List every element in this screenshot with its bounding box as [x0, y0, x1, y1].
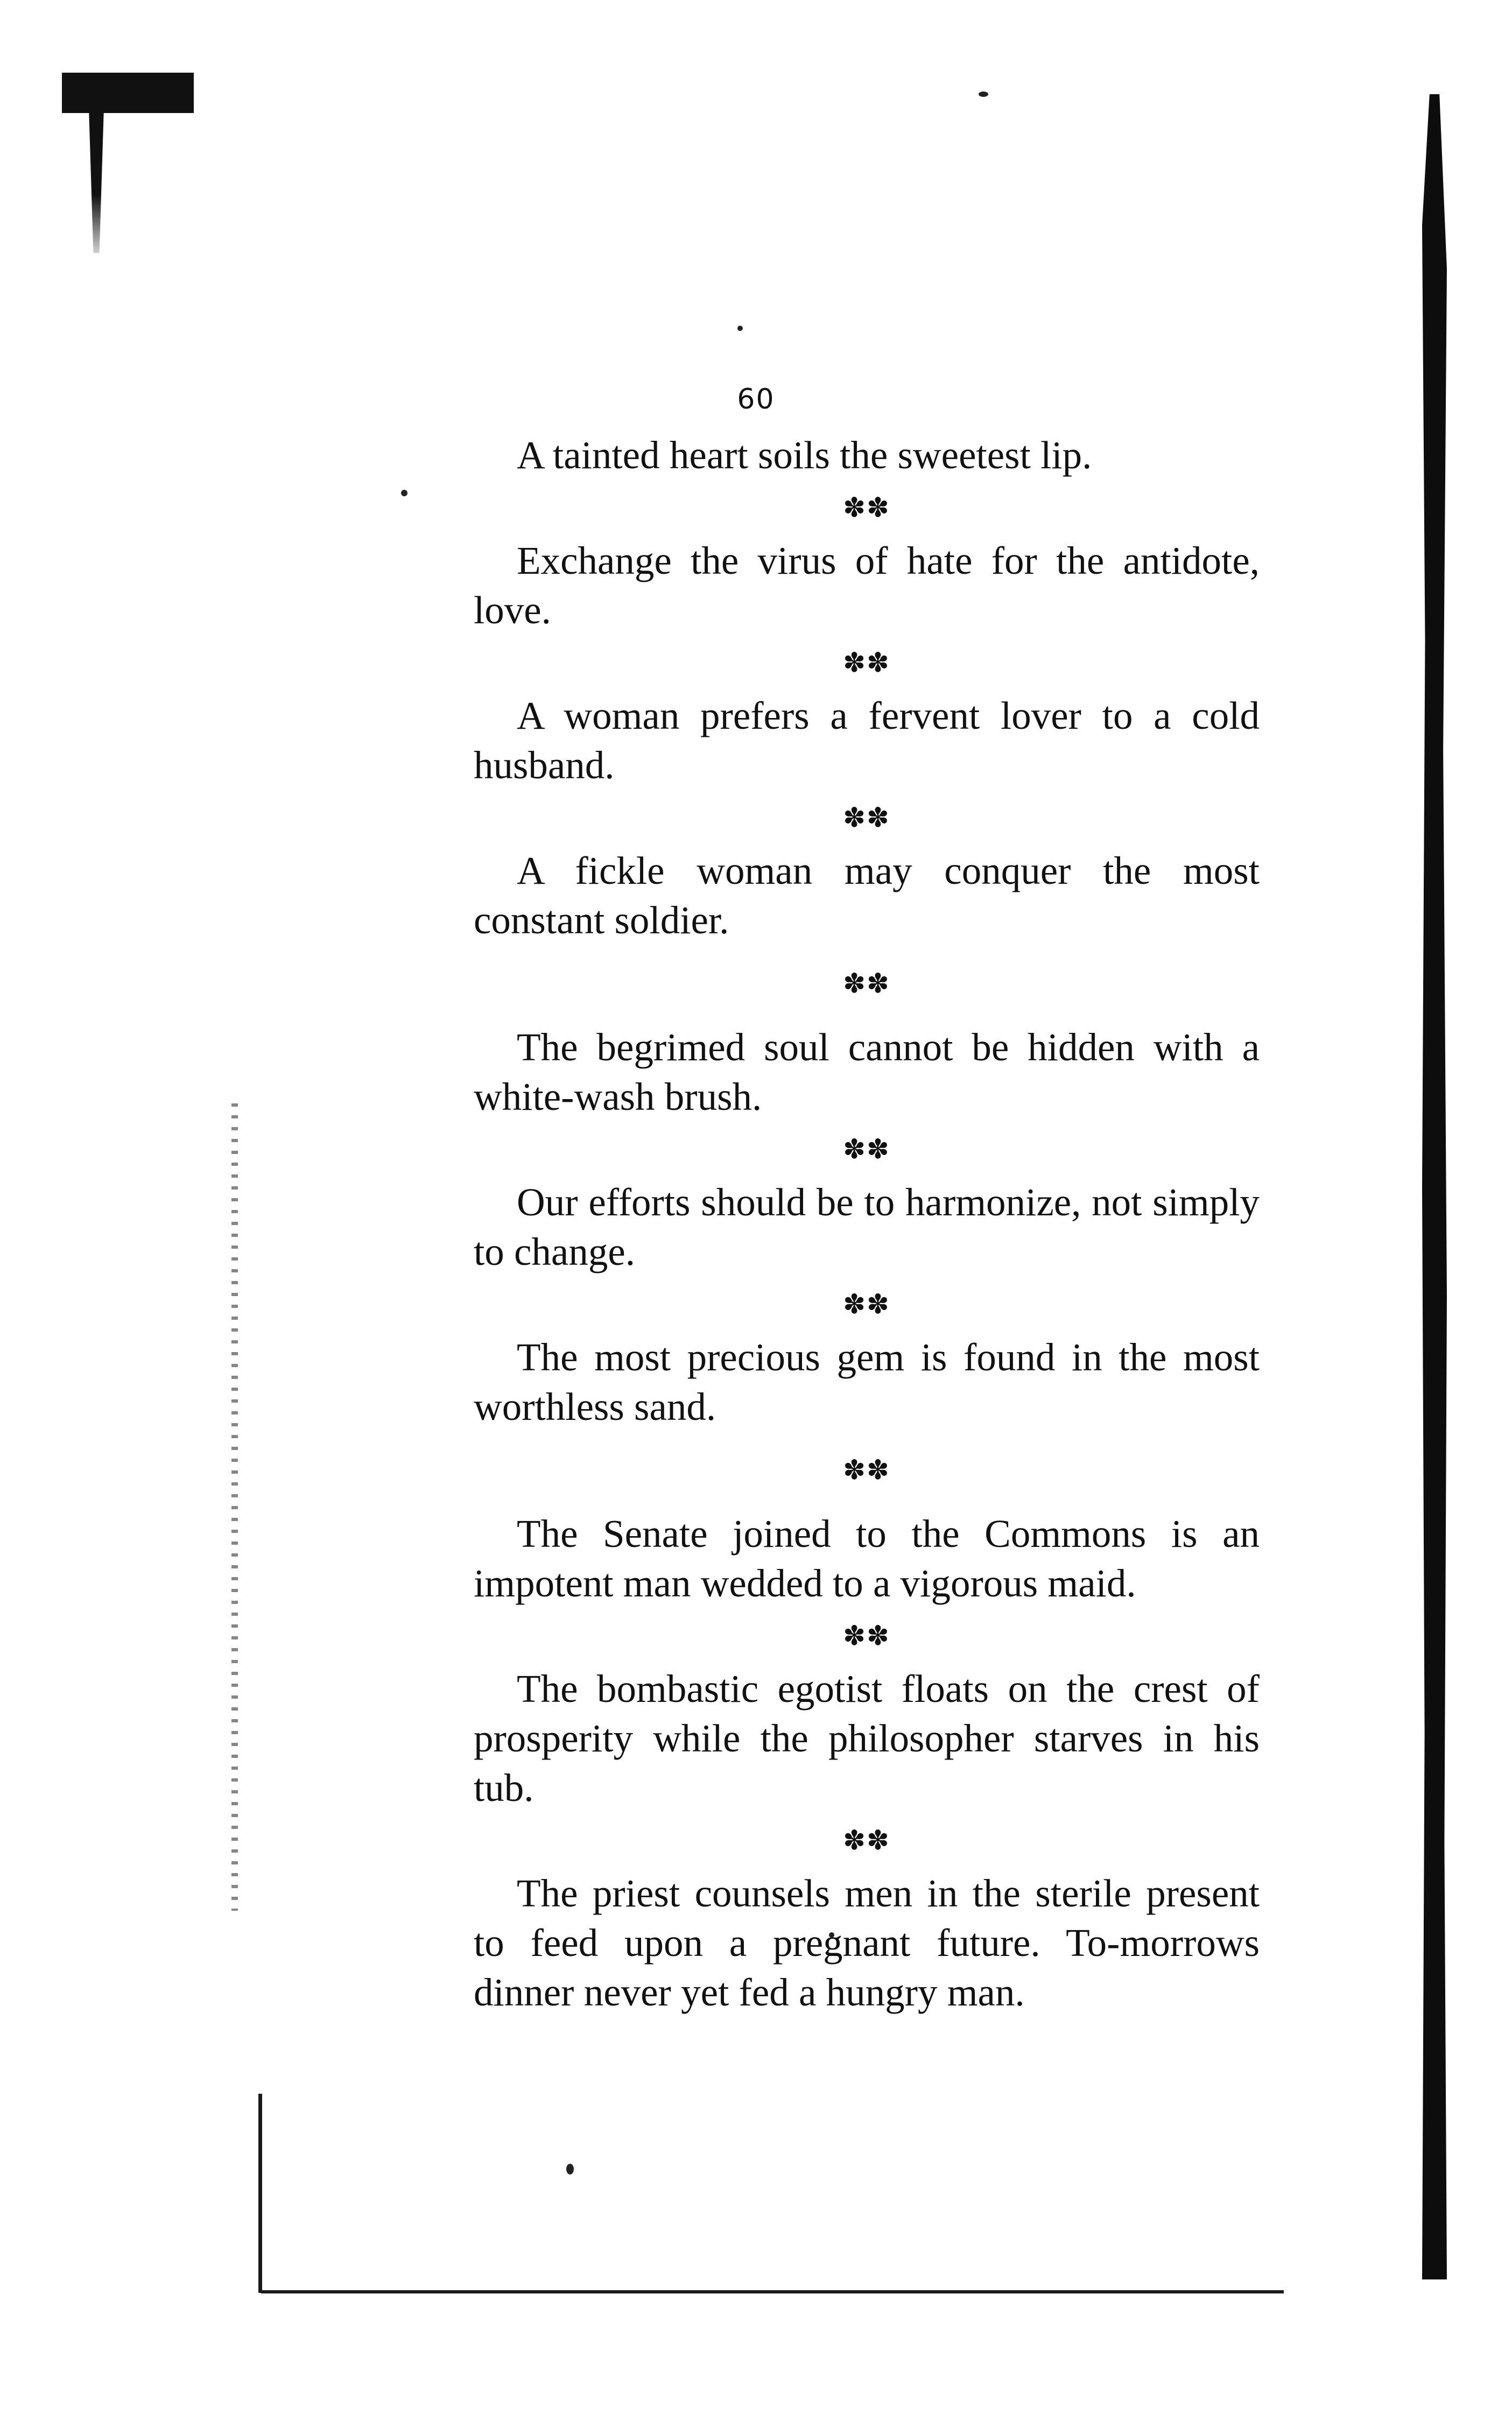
ornament-separator: ✽✽: [843, 1289, 890, 1320]
maxim: The Senate joined to the Commons is an impotent man wedded to a vigorous maid.: [474, 1512, 1260, 1605]
maxim: Exchange the virus of hate for the antidote, love.: [474, 539, 1260, 632]
ornament-separator: ✽✽: [843, 647, 890, 678]
margin-line-bottom: [261, 2290, 1284, 2293]
ornament-separator: ✽✽: [843, 802, 890, 833]
maxim: A woman prefers a fervent lover to a cold husband.: [474, 694, 1260, 787]
ornament-separator: ✽✽: [843, 1454, 890, 1486]
speck: [737, 326, 743, 331]
margin-specks: [231, 1103, 238, 1911]
ink-drip: [89, 108, 104, 253]
maxims-column: [474, 431, 1260, 2017]
page-number: 60: [737, 383, 775, 416]
maxim: A tainted heart soils the sweetest lip.: [517, 433, 1092, 477]
maxim: Our efforts should be to harmonize, not simply to change.: [474, 1180, 1260, 1273]
speck: [566, 2164, 574, 2174]
maxim: The begrimed soul cannot be hidden with a white-wash brush.: [474, 1025, 1260, 1118]
binding-edge-shadow: [1422, 94, 1447, 2279]
ornament-separator: ✽✽: [843, 492, 890, 523]
maxim: A fickle woman may conquer the most constant soldier.: [474, 849, 1260, 942]
margin-line-left: [258, 2094, 262, 2293]
maxim: The most precious gem is found in the most worthless sand.: [474, 1335, 1260, 1428]
speck: [401, 490, 407, 496]
ornament-separator: ✽✽: [843, 1620, 890, 1651]
speck: [979, 92, 988, 97]
ornament-separator: ✽✽: [843, 968, 890, 999]
maxim: The priest counsels men in the sterile present to feed upon a pregnant future. To-morrows dinner never yet fed a hungry man.: [474, 1871, 1260, 2014]
ink-blot-corner: [62, 73, 194, 113]
ornament-separator: ✽✽: [843, 1134, 890, 1165]
ornament-separator: ✽✽: [843, 1825, 890, 1856]
maxim: The bombastic egotist floats on the crest of prosperity while the philosopher starves in his tub.: [474, 1667, 1260, 1810]
